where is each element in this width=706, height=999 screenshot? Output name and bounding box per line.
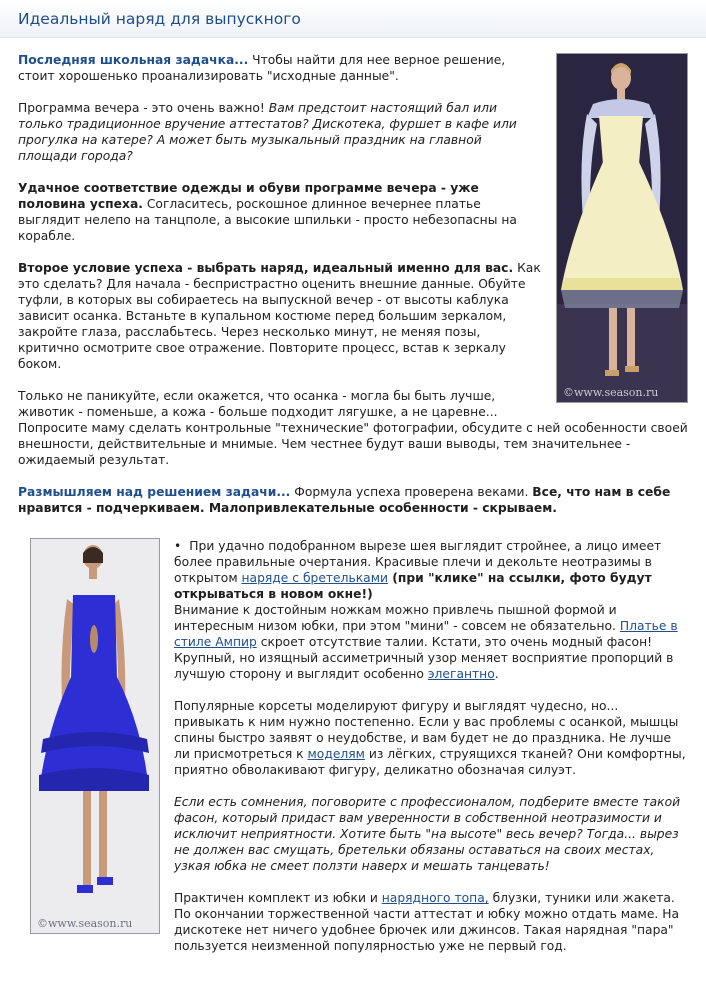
photo-yellow-dress — [556, 53, 688, 403]
photo1-watermark: ©www.season.ru — [563, 386, 659, 399]
corsets-text-1: Популярные корсеты моделируют фигуру и выглядят чудесно, но... привыкать к ним нужно постепенно. Если у вас проблемы с осанкой, мышцы спины быстро заявят о неудобстве, и вам будет не до праздника. Не лучше ли присмотреться к — [174, 699, 679, 761]
intro-text: Чтобы найти для нее верное решение, стоит хорошенько проанализировать "исходные данные". — [18, 53, 506, 83]
article-body — [0, 38, 706, 954]
second-text: Как это сделать? Для начала - беспристрастно оценить внешние данные. Обуйте туфли, в которых вы собираетесь на выпускной вечер - от высоты каблука зависит осанка. Встаньте в купальном костюме перед большим зеркалом, закройте глаза, расслабьтесь. Через несколько минут, не меняя позы, критично осмотрите свое отражение. Повторите процесс, встав к зеркалу боком. — [18, 261, 541, 371]
corsets-text-2: из лёгких, струящихся тканей? Они комфортны, приятно обволакивают фигуру, деликатно обозначая силуэт. — [174, 747, 686, 777]
program-italic: Вам предстоит настоящий бал или только традиционное вручение аттестатов? Дискотека, фуршет в кафе или прогулка на катере? А может быть музыкальный праздник на главной площади города? — [18, 101, 517, 163]
photo-blue-dress — [30, 538, 160, 934]
reflect-lead: Размышляем над решением задачи... — [18, 485, 291, 499]
reflect-bold: Все, что нам в себе нравится - подчеркиваем. Малопривлекательные особенности - скрываем. — [18, 485, 671, 515]
page-header — [0, 0, 706, 38]
second-bold: Второе условие успеха - выбрать наряд, идеальный именно для вас. — [18, 261, 514, 275]
page-title: Идеальный наряд для выпускного — [18, 10, 301, 28]
intro-lead: Последняя школьная задачка... — [18, 53, 249, 67]
match-text: Согласитесь, роскошное длинное вечернее платье выглядит нелепо на танцполе, а высокие шпильки - просто небезопасны на корабле. — [18, 197, 517, 243]
doubt-italic: Если есть сомнения, поговорите с профессионалом, подберите вместе такой фасон, который придаст вам уверенности в собственной неотразимости и исключит неприятности. Хотите быть "на высоте" весь вечер? Тогда... вырез не должен вас смущать, бретельки обязаны оставаться на своих местах, узкая юбка не смеет ползти наверх и мешать танцевать! — [174, 795, 681, 873]
strap-dress-link[interactable]: наряде с бретельками — [241, 571, 388, 585]
bullet-bold-note: (при "клике" на ссылки, фото будут открываться в новом окне!) — [174, 571, 652, 601]
blue-dress-illustration — [31, 539, 159, 933]
match-bold: Удачное соответствие одежды и обуви программе вечера - уже половина успеха. — [18, 181, 479, 211]
top-link[interactable]: нарядного топа, — [381, 891, 489, 905]
bullet-text-4: . — [494, 667, 499, 681]
program-text: Программа вечера - это очень важно! — [18, 101, 269, 115]
bullet-text-3: скроет отсутствие талии. Кстати, это очень модный фасон! Крупный, но изящный ассиметричный узор меняет восприятие пропорций в лучшую сторону и выглядит особенно — [174, 635, 674, 681]
yellow-dress-illustration — [557, 54, 687, 402]
practical-text-2: блузки, туники или жакета. По окончании торжественной части аттестат и юбку можно отдать маме. На дискотеке нет ничего удобнее брючек или джинсов. Такая нарядная "пара" пользуется неизменной популярностью уже не первый год. — [174, 891, 679, 953]
reflect-text: Формула успеха проверена веками. — [290, 485, 533, 499]
elegant-link[interactable]: элегантно — [427, 667, 495, 681]
bullet-text-2: Внимание к достойным ножкам можно привлечь пышной формой и интересным низом юбки, при этом "мини" - совсем не обязательно. — [174, 603, 620, 633]
models-link[interactable]: моделям — [307, 747, 365, 761]
panic-text: Только не паникуйте, если окажется, что осанка - могла бы быть лучше, животик - поменьше, а кожа - больше подходит лягушке, а не царевне... Попросите маму сделать контрольные "технические" фотографии, обсудите с ней особенности своей внешности, действительные и мнимые. Чем честнее будут ваши выводы, тем значительнее - ожидаемый результат. — [18, 389, 688, 467]
photo2-watermark: ©www.season.ru — [37, 917, 133, 930]
practical-text-1: Практичен комплект из юбки и — [174, 891, 382, 905]
reflect-paragraph — [18, 484, 688, 516]
bullet-text-1: При удачно подобранном вырезе шея выглядит стройнее, а лицо имеет более правильные очертания. Красивые плечи и декольте неотразимы в открытом — [174, 539, 662, 585]
empire-dress-link[interactable]: Платье в стиле Ампир — [174, 619, 678, 649]
